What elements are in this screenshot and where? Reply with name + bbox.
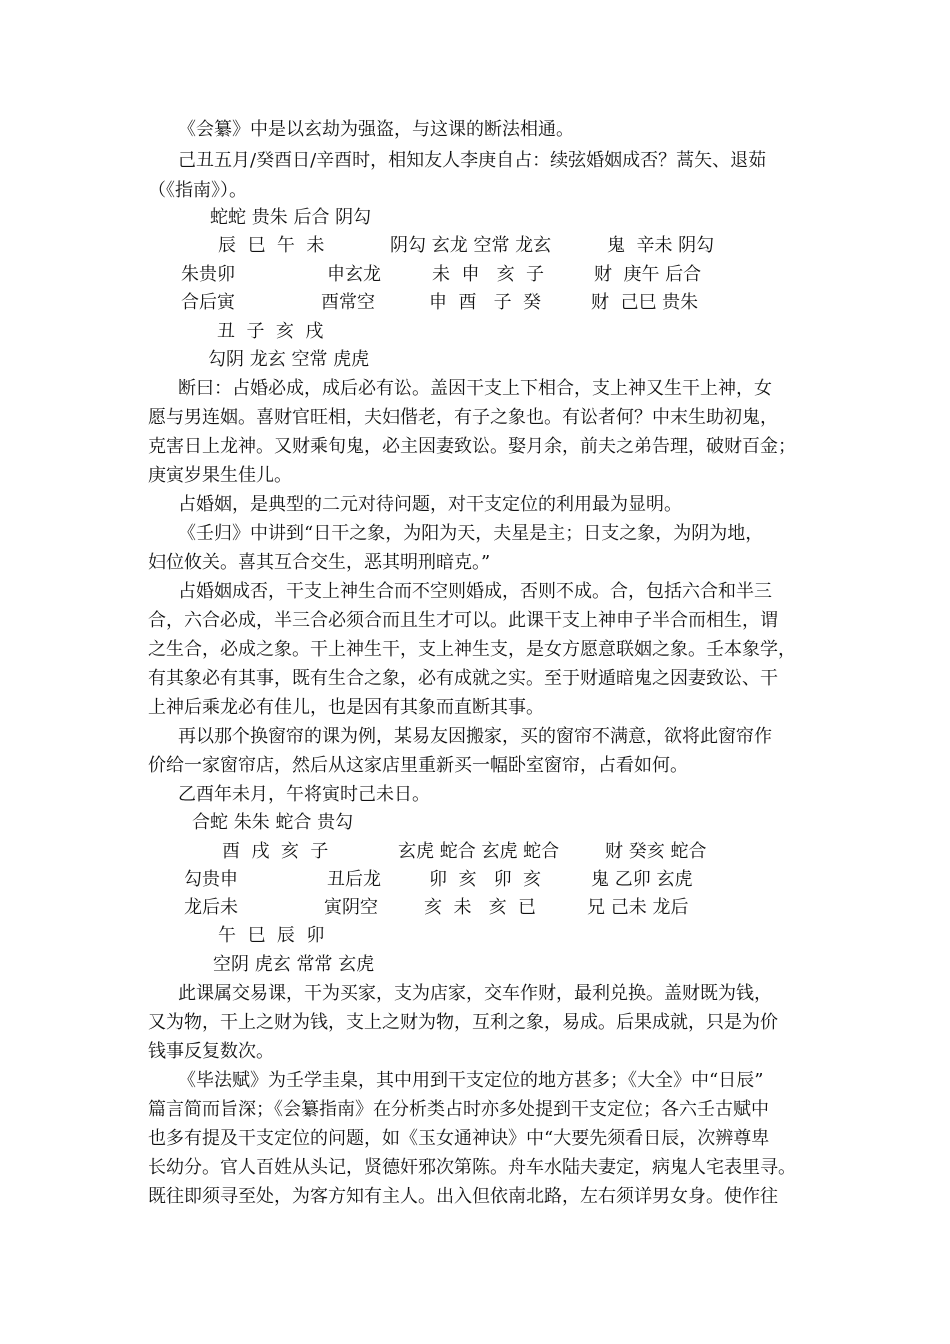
lesson-column: 龙后未 <box>184 897 238 918</box>
text-line: 长幼分。官人百姓从头记，贤德奸邪次第陈。舟车水陆夫妻定，病鬼人宅表里寻。 <box>148 1157 796 1178</box>
lesson-column: 玄虎 蛇合 玄虎 蛇合 <box>398 841 560 862</box>
lesson-branches: 丑 子 亥 戌 <box>217 321 324 342</box>
lesson-footer: 勾阴 龙玄 空常 虎虎 <box>208 349 370 370</box>
text-line: 《壬归》中讲到“日干之象，为阳为天，夫星是主；日支之象，为阴为地， <box>178 523 764 544</box>
text-line: 妇位攸关。喜其互合交生，恶其明刑暗克。” <box>148 552 491 573</box>
text-line: 《毕法赋》为壬学圭臬，其中用到干支定位的地方甚多；《大全》中“日辰” <box>178 1070 764 1091</box>
text-line: 愿与男连姻。喜财官旺相，夫妇偕老，有子之象也。有讼者何？中末生助初鬼， <box>148 407 778 428</box>
lesson-column: 财 癸亥 蛇合 <box>605 841 707 862</box>
lesson-column: 鬼 辛未 阴勾 <box>607 235 715 256</box>
lesson-column: 财 庚午 后合 <box>594 264 702 285</box>
lesson-column: 卯 亥 卯 亥 <box>429 869 542 890</box>
lesson-column: 财 己巳 贵朱 <box>591 292 699 313</box>
lesson-column: 酉常空 <box>321 292 375 313</box>
lesson-column: 申玄龙 <box>327 264 381 285</box>
text-line: 《会纂》中是以玄劫为强盗，与这课的断法相通。 <box>178 119 574 140</box>
lesson-branches: 午 巳 辰 卯 <box>218 925 325 946</box>
lesson-column: 鬼 乙卯 玄虎 <box>591 869 693 890</box>
text-line: 上神后乘龙必有佳儿，也是因有其象而直断其事。 <box>148 697 544 718</box>
text-line: 篇言简而旨深；《会纂指南》在分析类占时亦多处提到干支定位；各六壬古赋中 <box>148 1099 769 1120</box>
lesson-header: 蛇蛇 贵朱 后合 阴勾 <box>210 207 372 228</box>
text-line: 又为物，干上之财为钱，支上之财为物，互利之象，易成。后果成就，只是为价 <box>148 1012 778 1033</box>
text-line: 价给一家窗帘店，然后从这家店里重新买一幅卧室窗帘，占看如何。 <box>148 755 688 776</box>
text-line: 之生合，必成之象。干上神生干，支上神生支，是女方愿意联姻之象。壬本象学， <box>148 639 796 660</box>
text-line: （《指南》）。 <box>148 180 247 201</box>
lesson-column: 阴勾 玄龙 空常 龙玄 <box>390 235 552 256</box>
lesson-header: 合蛇 朱朱 蛇合 贵勾 <box>192 812 354 833</box>
lesson-branches: 辰 巳 午 未 <box>218 235 325 256</box>
lesson-footer: 空阴 虎玄 常常 玄虎 <box>213 954 375 975</box>
text-line: 庚寅岁果生佳儿。 <box>148 465 292 486</box>
lesson-column: 丑后龙 <box>327 869 381 890</box>
text-line: 占婚姻成否，干支上神生合而不空则婚成，否则不成。合，包括六合和半三 <box>178 581 772 602</box>
text-line: 钱事反复数次。 <box>148 1041 274 1062</box>
text-line: 己丑五月/癸酉日/辛酉时，相知友人李庚自占：续弦婚姻成否？蒿矢、退茹 <box>178 150 767 171</box>
text-line: 此课属交易课，干为买家，支为店家，交车作财，最利兑换。盖财既为钱， <box>178 983 772 1004</box>
text-line: 再以那个换窗帘的课为例，某易友因搬家，买的窗帘不满意，欲将此窗帘作 <box>178 726 772 747</box>
text-line: 克害日上龙神。又财乘旬鬼，必主因妻致讼。娶月余，前夫之弟告理，破财百金； <box>148 436 796 457</box>
lesson-column: 亥 未 亥 已 <box>424 897 537 918</box>
lesson-column: 兄 己未 龙后 <box>587 897 689 918</box>
text-line: 断曰：占婚必成，成后必有讼。盖因干支上下相合，支上神又生干上神，女 <box>178 378 772 399</box>
lesson-branches: 酉 戌 亥 子 <box>222 841 329 862</box>
text-line: 有其象必有其事，既有生合之象，必有成就之实。至于财遁暗鬼之因妻致讼、干 <box>148 668 778 689</box>
lesson-column: 申 酉 子 癸 <box>429 292 542 313</box>
text-line: 占婚姻，是典型的二元对待问题，对干支定位的利用最为显明。 <box>178 494 682 515</box>
lesson-column: 勾贵申 <box>184 869 238 890</box>
lesson-column: 未 申 亥 子 <box>432 264 545 285</box>
text-line: 乙酉年未月，午将寅时己未日。 <box>178 784 430 805</box>
lesson-column: 朱贵卯 <box>181 264 235 285</box>
lesson-column: 寅阴空 <box>324 897 378 918</box>
text-line: 合，六合必成，半三合必须合而且生才可以。此课干支上神申子半合而相生，谓 <box>148 610 778 631</box>
lesson-column: 合后寅 <box>181 292 235 313</box>
text-line: 既往即须寻至处，为客方知有主人。出入但依南北路，左右须详男女身。使作往 <box>148 1186 778 1207</box>
text-line: 也多有提及干支定位的问题，如《玉女通神诀》中“大要先须看日辰，次辨尊卑 <box>148 1128 770 1149</box>
